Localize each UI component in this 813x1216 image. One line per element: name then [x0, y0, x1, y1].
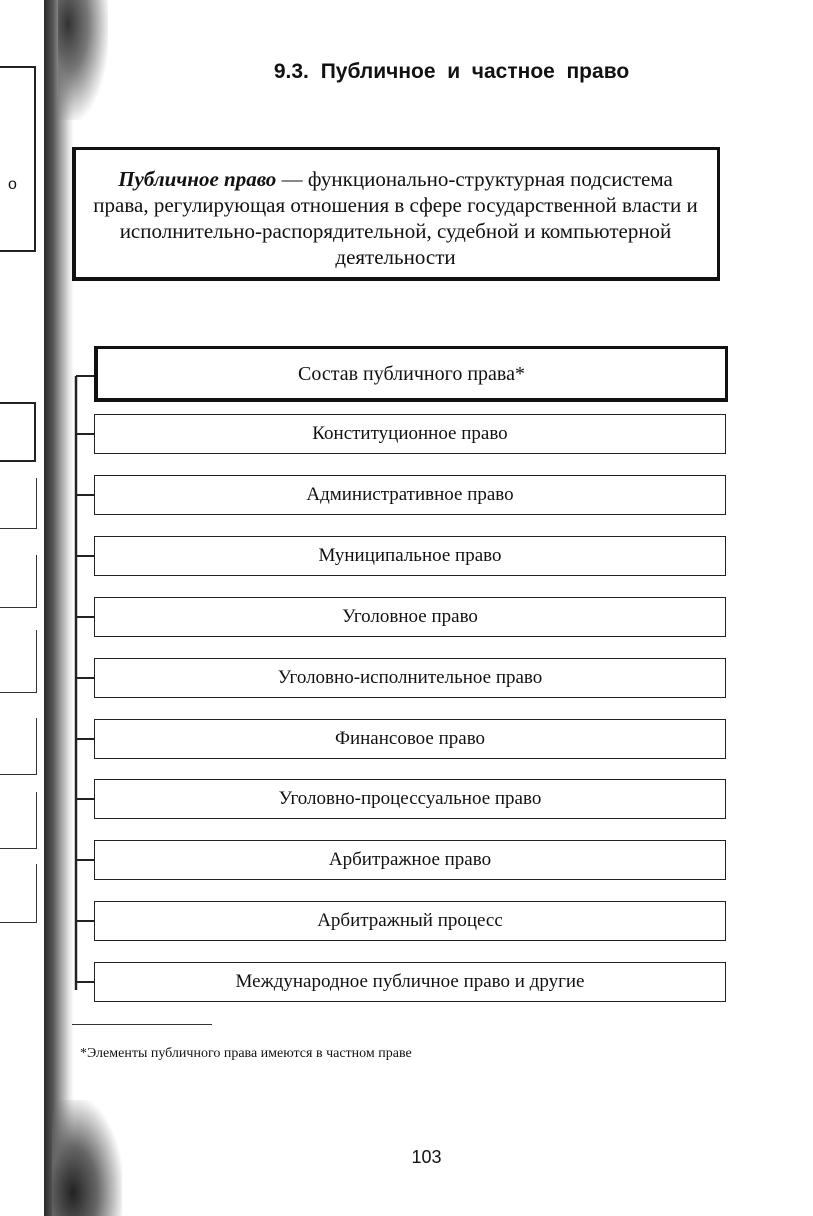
section-number: 9.3. [273, 60, 309, 83]
definition-term: Публичное право [118, 167, 277, 191]
diagram-item-box: Административное право [94, 475, 726, 515]
footnote-rule [72, 1024, 212, 1025]
diagram-item-box: Арбитражное право [94, 840, 726, 880]
diagram-item-box: Уголовно-процессуальное право [94, 779, 726, 819]
previous-page-text-fragment: о [8, 176, 17, 193]
diagram-item-box: Уголовно-исполнительное право [94, 658, 726, 698]
diagram-item-box: Муниципальное право [94, 536, 726, 576]
page-number: 103 [411, 1147, 442, 1167]
diagram-item-box: Конституционное право [94, 414, 726, 454]
diagram-item-box: Финансовое право [94, 719, 726, 759]
diagram-root-box: Состав публичного права* [94, 346, 728, 402]
section-title: Публичное и частное право [320, 60, 630, 83]
definition-dash: — [276, 167, 308, 191]
diagram-item-box: Уголовное право [94, 597, 726, 637]
diagram-item-box: Международное публичное право и другие [94, 962, 726, 1002]
definition-text: функционально-структурная подсистема права, регулирующая отношения в сфере государственной власти и исполнительно-распорядительной, судебной и компьютерной деятельности [93, 167, 698, 269]
footnote: *Элементы публичного права имеются в частном праве [80, 1046, 412, 1061]
diagram-item-box: Арбитражный процесс [94, 901, 726, 941]
